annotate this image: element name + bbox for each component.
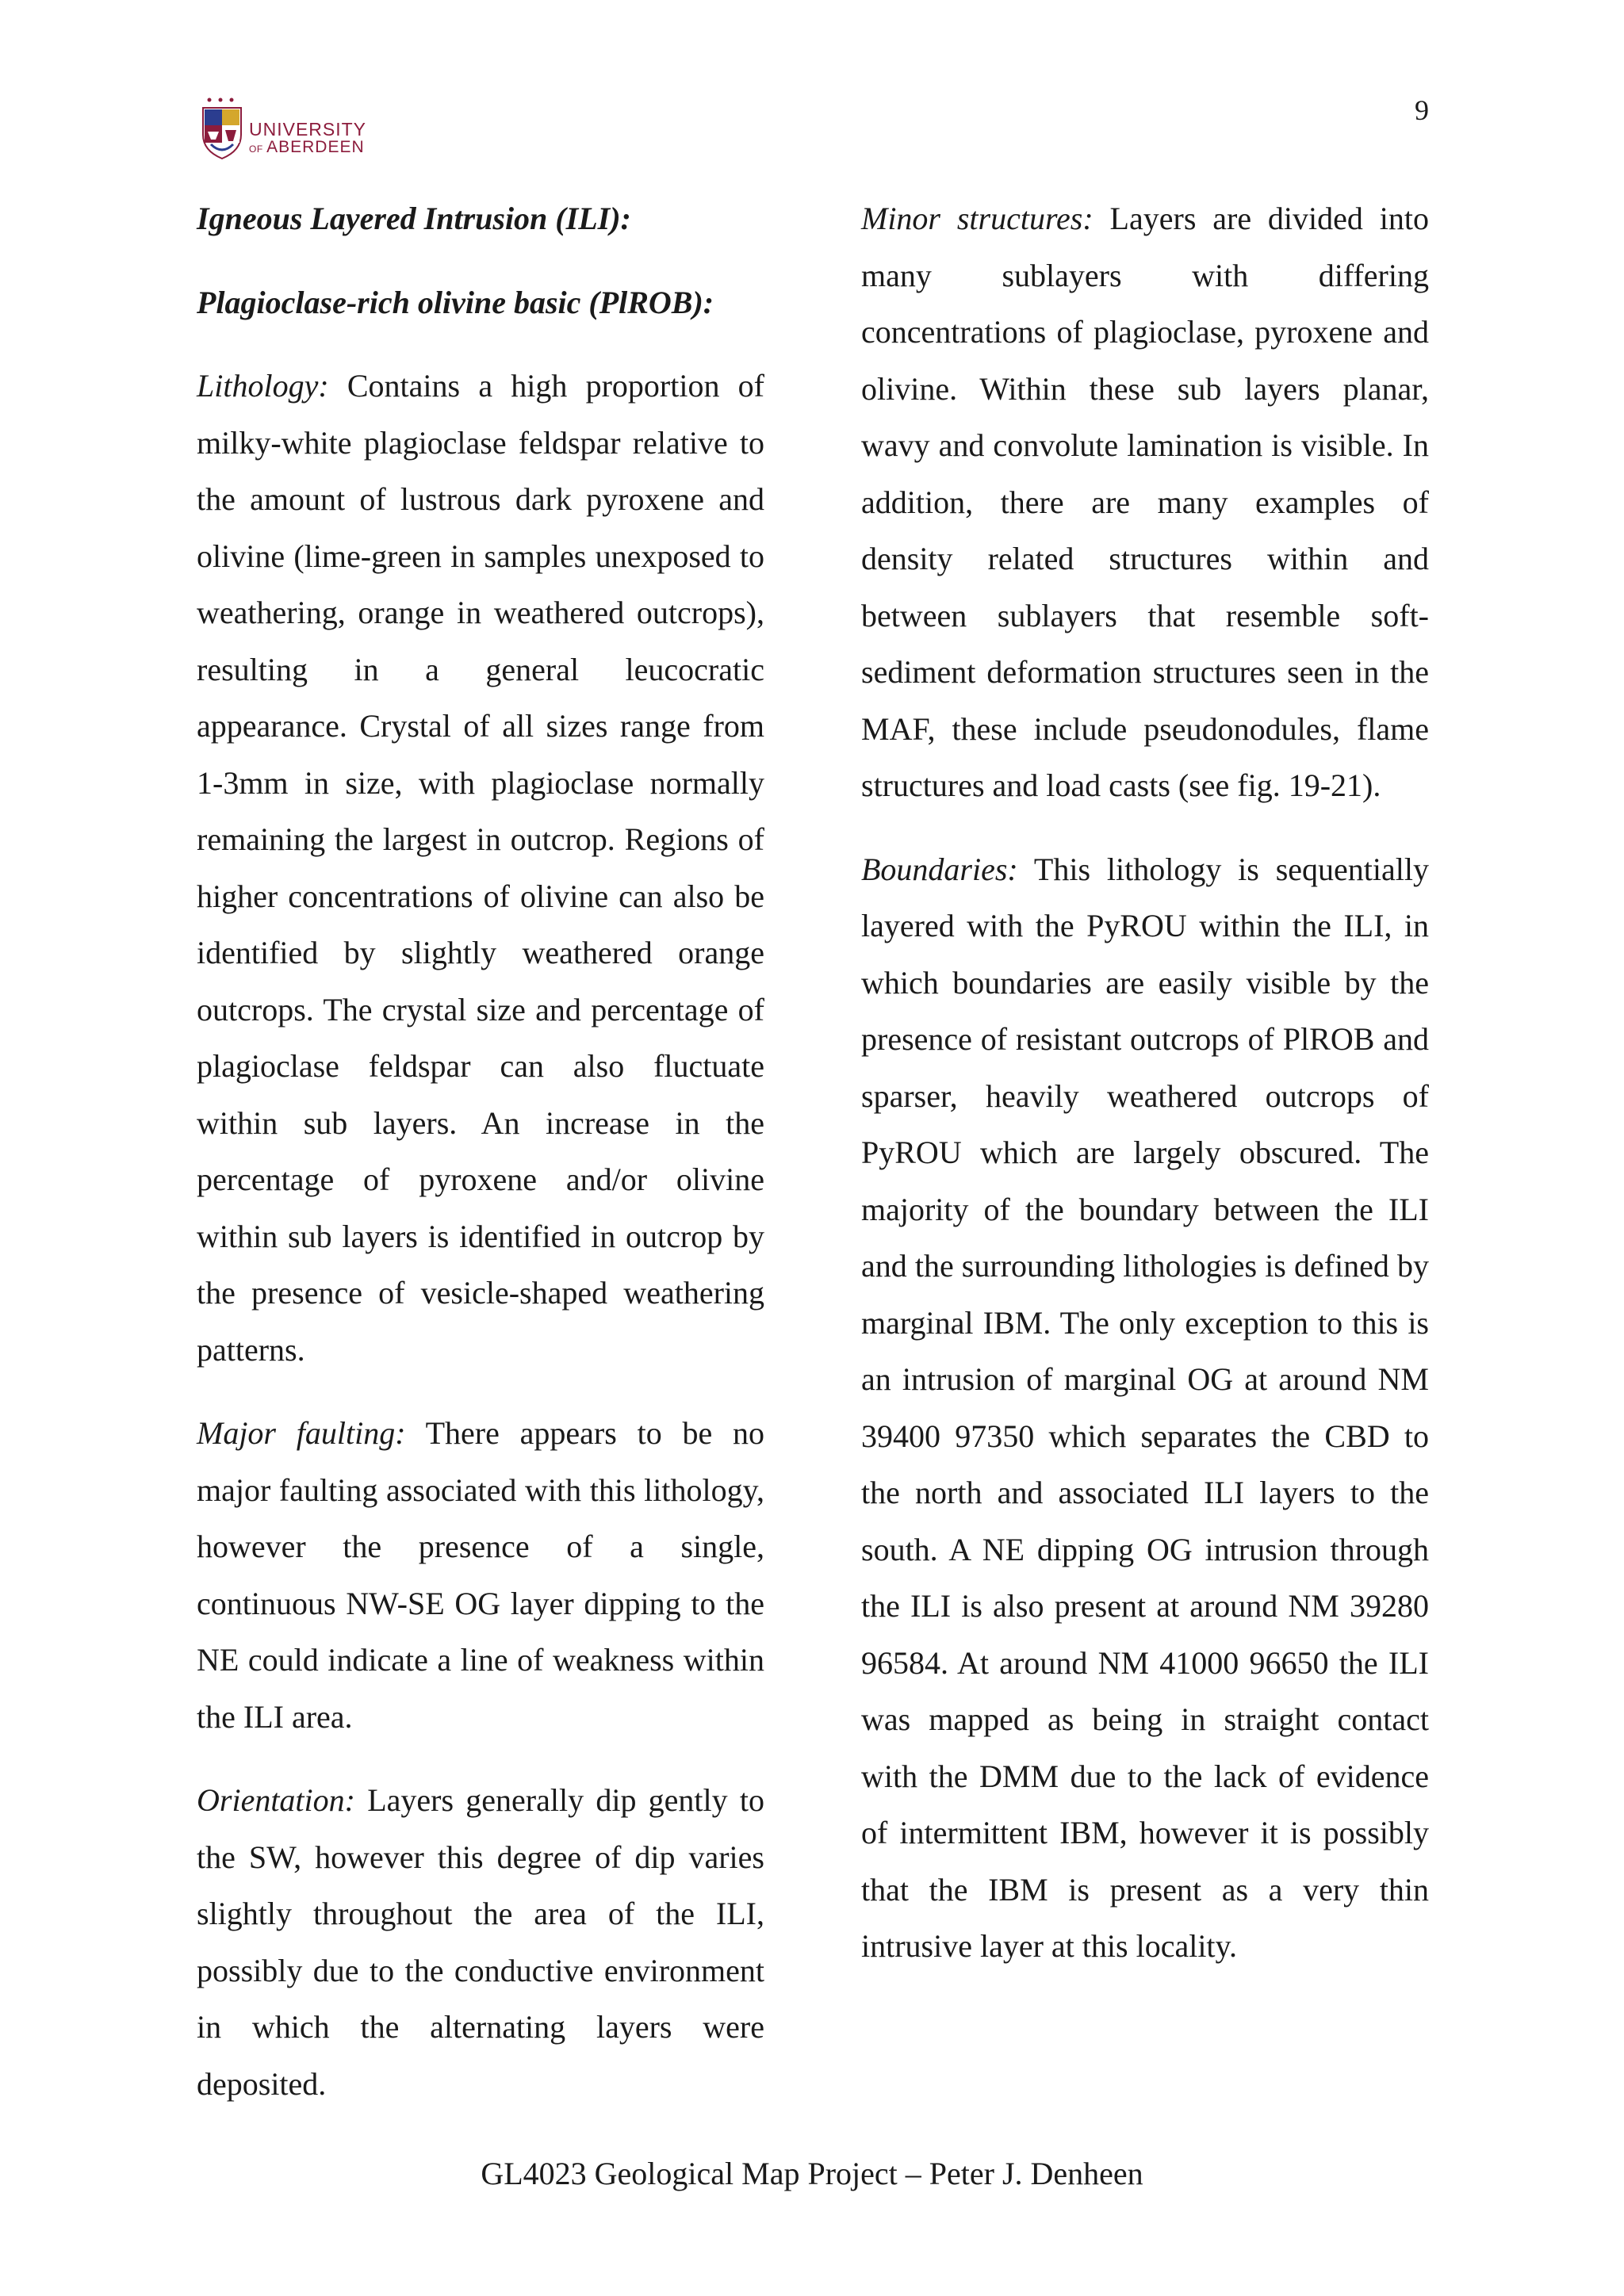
boundaries-paragraph bbox=[861, 841, 1429, 1975]
orientation-text: Layers generally dip gently to the SW, however this degree of dip varies slightly throughout the area of the ILI, possibly due to the conductive environment in which the alternating layers were deposited. bbox=[197, 1782, 764, 2102]
logo-line-aberdeen: ABERDEEN bbox=[266, 138, 365, 156]
faulting-label: Major faulting: bbox=[197, 1415, 406, 1451]
page-footer: GL4023 Geological Map Project – Peter J. Denheen bbox=[481, 2156, 1143, 2191]
section-heading-ili: Igneous Layered Intrusion (ILI): bbox=[197, 201, 631, 236]
university-logo bbox=[200, 95, 390, 166]
logo-wordmark bbox=[249, 121, 366, 157]
university-crest-icon bbox=[200, 95, 247, 160]
faulting-text: There appears to be no major faulting associated with this lithology, however the presence of a single, continuous NW-SE OG layer dipping to the NE could indicate a line of weakness within the ILI area. bbox=[197, 1415, 764, 1735]
minor-structures-paragraph bbox=[861, 190, 1429, 814]
lithology-text: Contains a high proportion of milky-white plagioclase feldspar relative to the amount of lustrous dark pyroxene and olivine (lime-green in samples unexposed to weathering, orange in weathered outcrops), resulting in a general leucocratic appearance. Crystal of all sizes range from 1-3mm in size, with plagioclase normally remaining the largest in outcrop. Regions of higher concentrations of olivine can also be identified by slightly weathered orange outcrops. The crystal size and percentage of plagioclase feldspar can also fluctuate within sub layers. An increase in the percentage of pyroxene and/or olivine within sub layers is identified in outcrop by the presence of vesicle-shaped weathering patterns. bbox=[197, 368, 764, 1368]
faulting-paragraph bbox=[197, 1405, 764, 1745]
page-number: 9 bbox=[1415, 94, 1429, 126]
minor-structures-text: Layers are divided into many sublayers with differing concentrations of plagioclase, pyroxene and olivine. Within these sub layers planar, wavy and convolute lamination is visible. In addition, there are many examples of density related structures within and between sublayers that resemble soft-sediment deformation structures seen in the MAF, these include pseudonodules, flame structures and load casts (see fig. 19-21). bbox=[861, 201, 1429, 803]
minor-structures-label: Minor structures: bbox=[861, 201, 1094, 236]
orientation-paragraph bbox=[197, 1772, 764, 2112]
boundaries-label: Boundaries: bbox=[861, 851, 1018, 887]
orientation-label: Orientation: bbox=[197, 1782, 355, 1818]
logo-line-university: UNIVERSITY bbox=[249, 119, 367, 140]
boundaries-text: This lithology is sequentially layered with the PyROU within the ILI, in which boundaries are easily visible by the presence of resistant outcrops of PlROB and sparser, heavily weathered outcrops of PyROU which are largely obscured. The majority of the boundary between the ILI and the surrounding lithologies is defined by marginal IBM. The only exception to this is an intrusion of marginal OG at around NM 39400 97350 which separates the CBD to the north and associated ILI layers to the south. A NE dipping OG intrusion through the ILI is also present at around NM 39280 96584. At around NM 41000 96650 the ILI was mapped as being in straight contact with the DMM due to the lack of evidence of intermittent IBM, however it is possibly that the IBM is present as a very thin intrusive layer at this locality. bbox=[861, 851, 1429, 1964]
left-column bbox=[197, 190, 764, 2139]
right-column bbox=[861, 190, 1429, 2002]
section-heading-plrob: Plagioclase-rich olivine basic (PlROB): bbox=[197, 284, 714, 320]
logo-line-of: OF bbox=[249, 144, 263, 155]
lithology-label: Lithology: bbox=[197, 368, 329, 404]
lithology-paragraph bbox=[197, 358, 764, 1378]
